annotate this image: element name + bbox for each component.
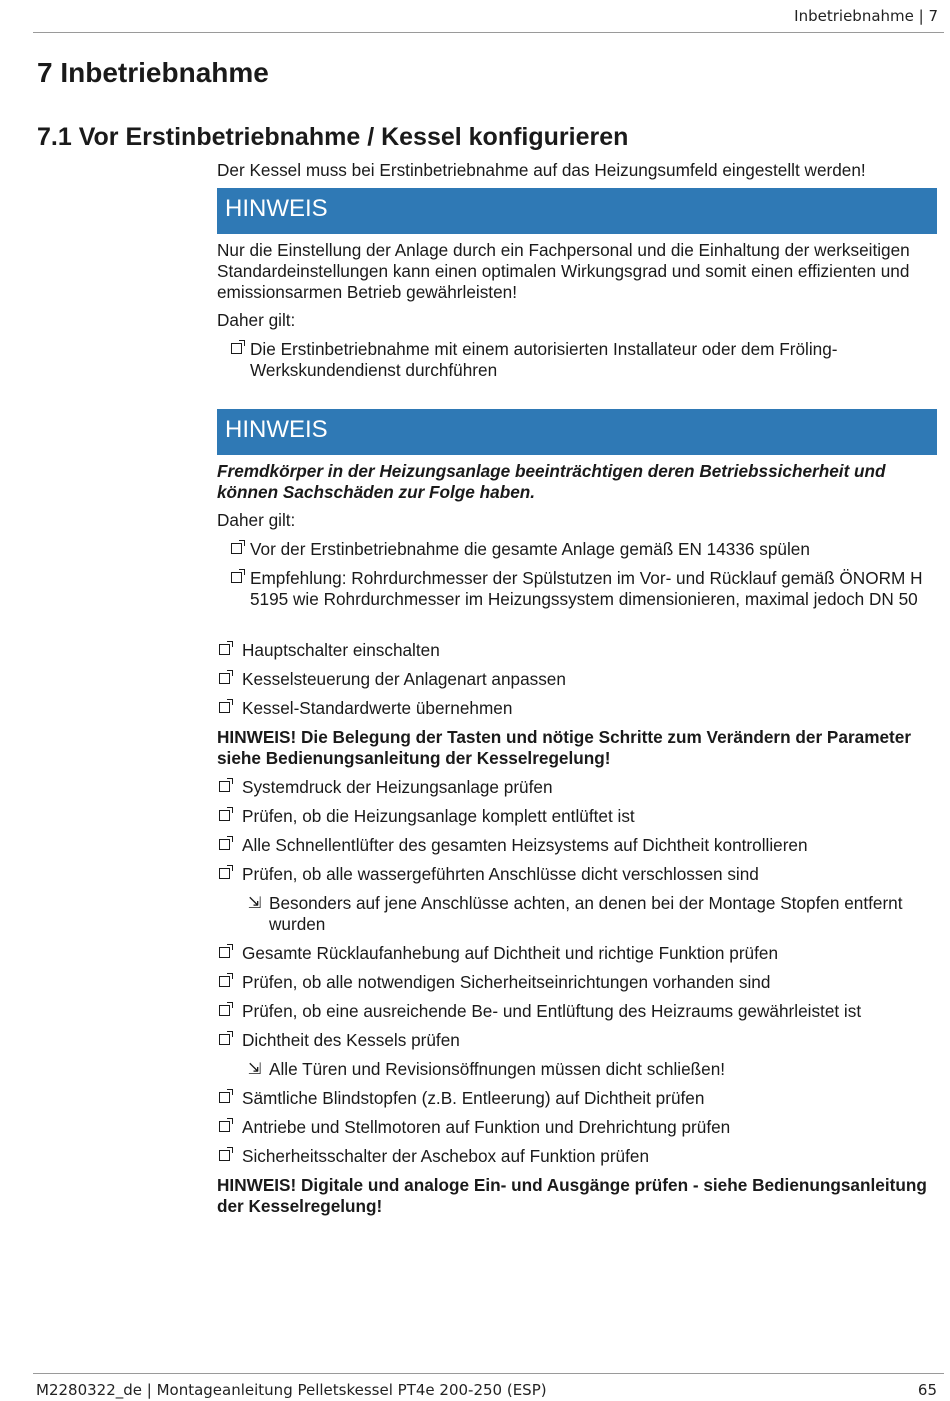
checkbox-icon	[219, 868, 230, 879]
list-item: Prüfen, ob die Heizungsanlage komplett entlüftet ist	[217, 806, 939, 827]
list-item: Gesamte Rücklaufanhebung auf Dichtheit und richtige Funktion prüfen	[217, 943, 939, 964]
list-item: Sicherheitsschalter der Aschebox auf Funktion prüfen	[217, 1146, 939, 1167]
checkbox-icon	[219, 781, 230, 792]
checkbox-icon	[219, 1150, 230, 1161]
list-item: Sämtliche Blindstopfen (z.B. Entleerung) auf Dichtheit prüfen	[217, 1088, 939, 1109]
checkbox-icon	[231, 343, 242, 354]
notice-2-list	[217, 539, 939, 610]
notice-1-text: Nur die Einstellung der Anlage durch ein Fachpersonal und die Einhaltung der werkseitigen Standardeinstellungen kann einen optimalen Wirkungsgrad und somit einen effizienten und emissionsarmen Betrieb gewährleisten!	[217, 240, 910, 302]
checkbox-icon	[219, 702, 230, 713]
list-item: Dichtheit des Kessels prüfen	[217, 1030, 939, 1051]
section-title: 7.1 Vor Erstinbetriebnahme / Kessel konfigurieren	[37, 123, 629, 151]
list-item: Die Erstinbetriebnahme mit einem autorisierten Installateur oder dem Fröling-Werkskundendienst durchführen	[231, 339, 939, 381]
checkbox-icon	[219, 1121, 230, 1132]
note-io: HINWEIS! Digitale und analoge Ein- und Ausgänge prüfen - siehe Bedienungsanleitung der Kesselregelung!	[217, 1175, 927, 1216]
checkbox-icon	[219, 673, 230, 684]
notice-2-daher: Daher gilt:	[217, 510, 296, 530]
intro-text: Der Kessel muss bei Erstinbetriebnahme auf das Heizungsumfeld eingestellt werden!	[217, 160, 866, 180]
checkbox-icon	[231, 543, 242, 554]
page-number: 65	[917, 1381, 937, 1399]
footer-document-id: M2280322_de | Montageanleitung Pelletskessel PT4e 200-250 (ESP)	[36, 1381, 547, 1399]
checkbox-icon	[219, 644, 230, 655]
list-item: Alle Schnellentlüfter des gesamten Heizsystems auf Dichtheit kontrollieren	[217, 835, 939, 856]
checkbox-icon	[219, 810, 230, 821]
notice-1-daher: Daher gilt:	[217, 310, 296, 330]
list-item: Kesselsteuerung der Anlagenart anpassen	[217, 669, 939, 690]
steps-list-2	[217, 777, 939, 1167]
steps-list-1	[217, 640, 939, 719]
list-item: Empfehlung: Rohrdurchmesser der Spülstutzen im Vor- und Rücklauf gemäß ÖNORM H 5195 wie Rohrdurchmesser im Heizungssystem dimensionieren, maximal jedoch DN 50	[231, 568, 939, 610]
notice-1-list	[217, 339, 939, 381]
list-item: Hauptschalter einschalten	[217, 640, 939, 661]
list-item: Systemdruck der Heizungsanlage prüfen	[217, 777, 939, 798]
chapter-title: 7 Inbetriebnahme	[37, 57, 269, 88]
list-item: Prüfen, ob alle notwendigen Sicherheitseinrichtungen vorhanden sind	[217, 972, 939, 993]
section-body	[217, 160, 939, 1217]
list-item: Prüfen, ob alle wassergeführten Anschlüsse dicht verschlossen sind	[217, 864, 939, 885]
notice-banner-2: HINWEIS	[217, 409, 937, 455]
notice-2-warning: Fremdkörper in der Heizungsanlage beeinträchtigen deren Betriebssicherheit und können Sachschäden zur Folge haben.	[217, 461, 886, 502]
list-item: Prüfen, ob eine ausreichende Be- und Entlüftung des Heizraums gewährleistet ist	[217, 1001, 939, 1022]
checkbox-icon	[219, 1005, 230, 1016]
list-item: Kessel-Standardwerte übernehmen	[217, 698, 939, 719]
running-header: Inbetriebnahme | 7	[794, 7, 938, 25]
result-arrow-icon: ⇲	[248, 1061, 262, 1078]
checkbox-icon	[219, 947, 230, 958]
checkbox-icon	[219, 839, 230, 850]
result-arrow-icon: ⇲	[248, 895, 262, 912]
sub-list-item: ⇲ Besonders auf jene Anschlüsse achten, an denen bei der Montage Stopfen entfernt wurden	[248, 893, 903, 934]
header-rule	[33, 32, 944, 33]
checkbox-icon	[231, 572, 242, 583]
sub-list-item: ⇲ Alle Türen und Revisionsöffnungen müssen dicht schließen!	[248, 1059, 726, 1079]
checkbox-icon	[219, 976, 230, 987]
notice-banner-1: HINWEIS	[217, 188, 937, 234]
list-item: Antriebe und Stellmotoren auf Funktion und Drehrichtung prüfen	[217, 1117, 939, 1138]
checkbox-icon	[219, 1034, 230, 1045]
note-keys: HINWEIS! Die Belegung der Tasten und nötige Schritte zum Verändern der Parameter siehe Bedienungsanleitung der Kesselregelung!	[217, 727, 912, 768]
list-item: Vor der Erstinbetriebnahme die gesamte Anlage gemäß EN 14336 spülen	[231, 539, 939, 560]
checkbox-icon	[219, 1092, 230, 1103]
footer-rule	[33, 1373, 944, 1374]
